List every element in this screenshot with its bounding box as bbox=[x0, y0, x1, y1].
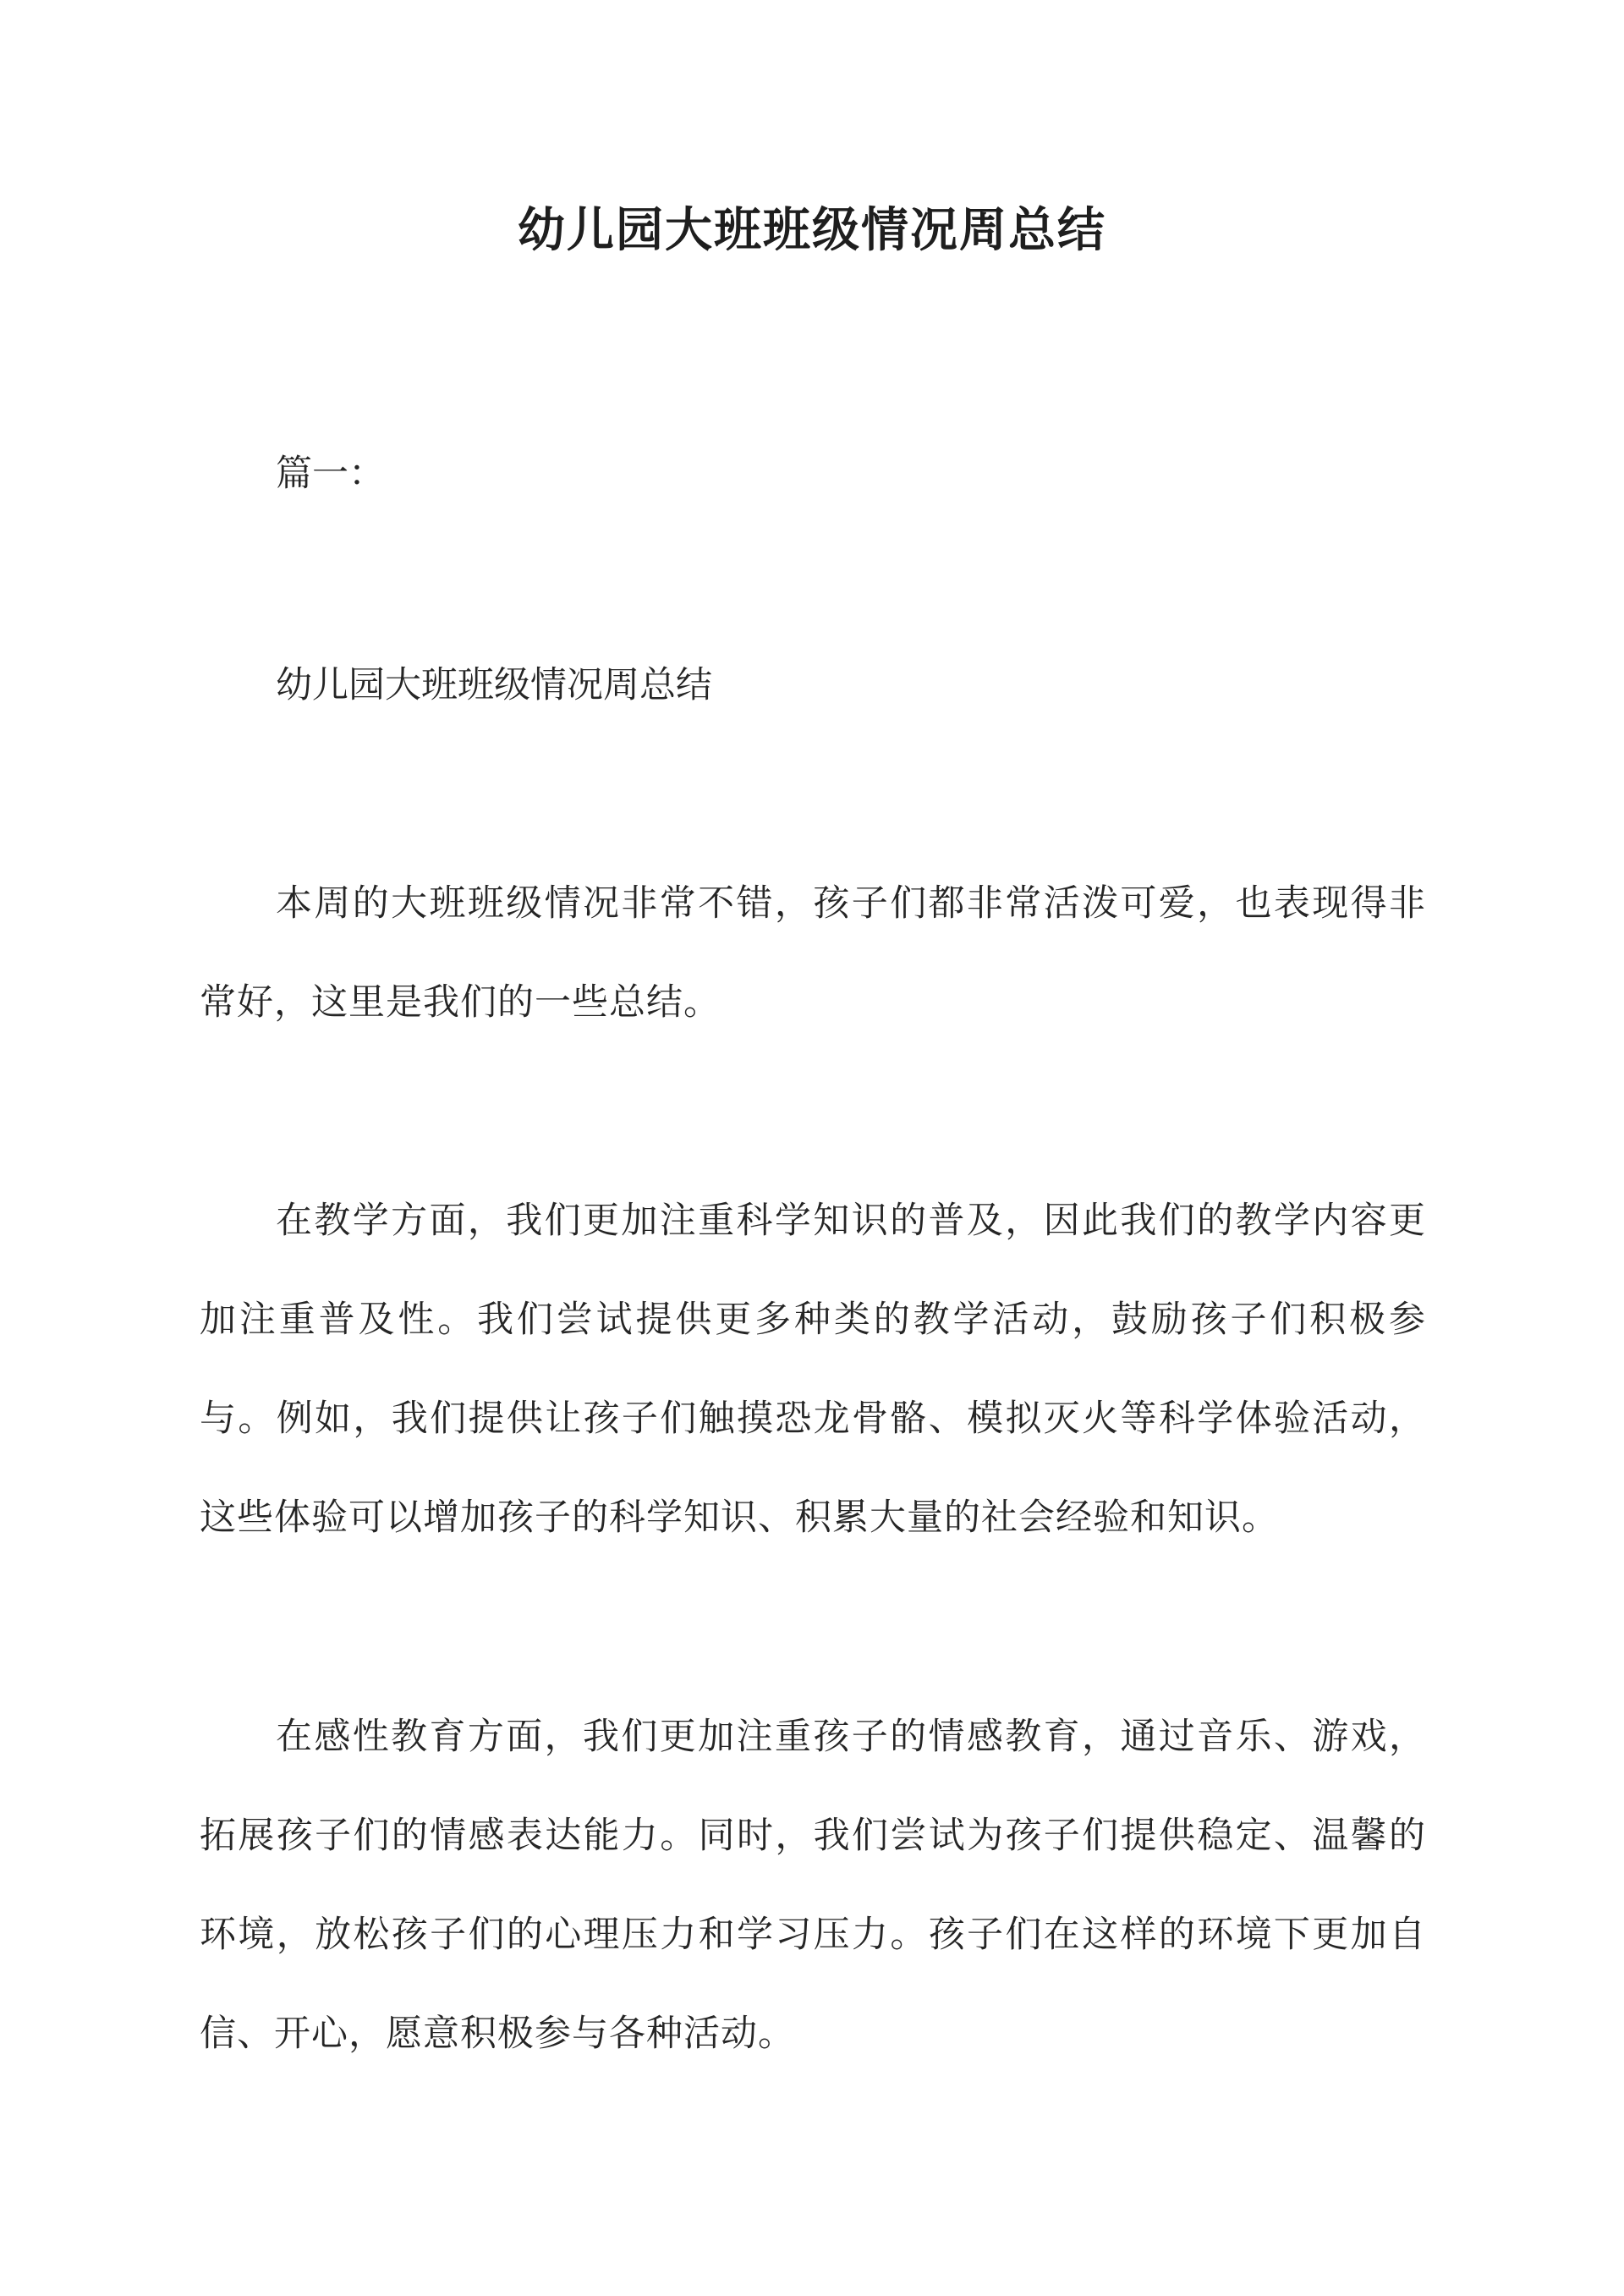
document-title: 幼儿园大班班级情况周总结 bbox=[518, 202, 1106, 258]
paragraph-teaching: 在教学方面，我们更加注重科学知识的普及，因此我们的教学内容更加注重普及性。我们尝试提供更多种类的教学活动，鼓励孩子们积极参与。例如，我们提供让孩子们触摸恐龙骨骼、模拟灭火等科学体验活动，这些体验可以增加孩子的科学知识、积累大量的社会经验和知识。 bbox=[200, 1200, 1426, 1539]
section-label: 篇一： bbox=[276, 453, 385, 495]
paragraph-emotional-education: 在感性教育方面，我们更加注重孩子的情感教育，通过音乐、游戏，拓展孩子们的情感表达能力。同时，我们尝试为孩子们提供稳定、温馨的环境，放松孩子们的心理压力和学习压力。孩子们在这样的环境下更加自信、开心，愿意积极参与各种活动。 bbox=[200, 1716, 1426, 2055]
paragraph-summary-intro: 本周的大班班级情况非常不错，孩子们都非常活泼可爱，也表现得非常好，这里是我们的一些总结。 bbox=[200, 882, 1426, 1024]
section-subtitle: 幼儿园大班班级情况周总结 bbox=[276, 664, 712, 706]
